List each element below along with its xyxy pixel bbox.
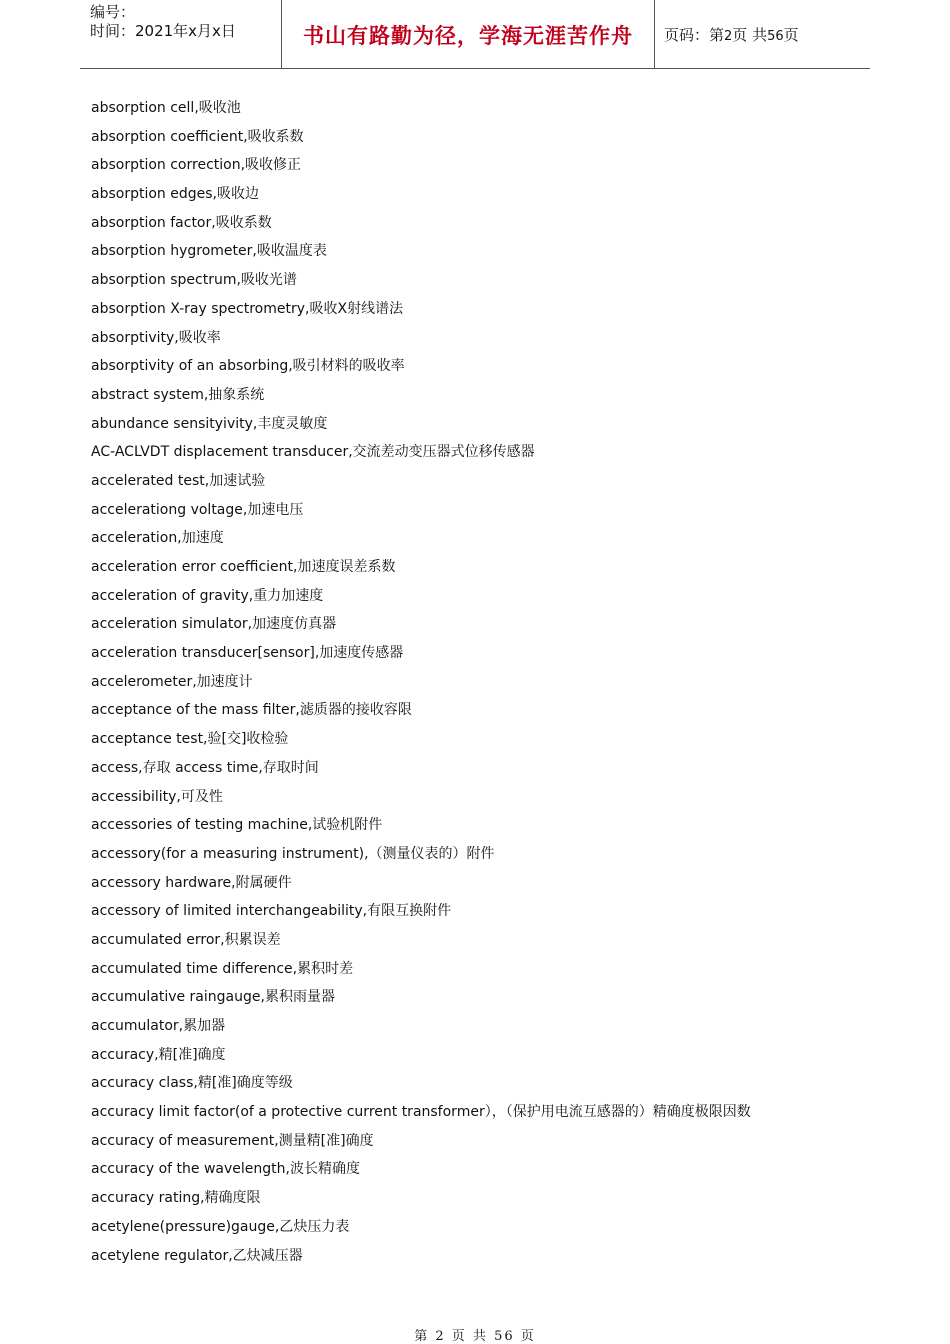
glossary-entry: accuracy of measurement,测量精[准]确度: [91, 1132, 374, 1149]
glossary-entry: abundance sensityivity,丰度灵敏度: [91, 415, 328, 432]
glossary-entry: acetylene(pressure)gauge,乙炔压力表: [91, 1218, 350, 1235]
glossary-entry: accumulated error,积累误差: [91, 931, 281, 948]
glossary-entry: accelerated test,加速试验: [91, 472, 266, 489]
footer-current: 2: [435, 1329, 446, 1344]
glossary-entry: accumulator,累加器: [91, 1018, 226, 1034]
document-number-label: 编号：: [90, 3, 136, 21]
glossary-entry: acceleration error coefficient,加速度误差系数: [91, 559, 396, 575]
glossary-entry: accelerationg voltage,加速电压: [91, 501, 304, 518]
glossary-entry: accessory of limited interchangeability,有限互换附件: [91, 903, 452, 920]
glossary-entry: acceleration simulator,加速度仿真器: [91, 616, 337, 633]
glossary-entry: accessories of testing machine,试验机附件: [91, 817, 383, 834]
header-divider: [654, 0, 655, 68]
glossary-entry: absorption edges,吸收边: [91, 186, 259, 203]
glossary-entry: accessibility,可及性: [91, 788, 223, 805]
glossary-entry: acceleration of gravity,重力加速度: [91, 587, 324, 604]
glossary-entry: accumulated time difference,累积时差: [91, 960, 354, 977]
page-label-mid: 页 共: [732, 26, 768, 44]
glossary-entry: accuracy of the wavelength,波长精确度: [91, 1161, 360, 1178]
header-motto: 书山有路勤为径，学海无涯苦作舟: [303, 23, 633, 48]
glossary-entry: AC-ACLVDT displacement transducer,交流差动变压器式位移传感器: [91, 444, 535, 461]
footer-suffix: 页: [520, 1329, 536, 1344]
glossary-list: [91, 94, 861, 1270]
document-time-label: 时间：2021年x月x日: [90, 22, 236, 40]
glossary-entry: acceleration,加速度: [91, 530, 224, 547]
glossary-entry: accuracy,精[准]确度: [91, 1046, 226, 1063]
glossary-entry: accuracy limit factor(of a protective current transformer），（保护用电流互感器的）精确度极限因数: [91, 1104, 751, 1121]
page-current: 2: [724, 29, 733, 44]
glossary-entry: access,存取 access time,存取时间: [91, 759, 319, 776]
glossary-entry: accelerometer,加速度计: [91, 673, 253, 690]
glossary-entry: acceleration transducer[sensor],加速度传感器: [91, 645, 404, 662]
glossary-entry: absorption coefficient,吸收系数: [91, 128, 304, 145]
header-meta: [90, 3, 280, 41]
glossary-entry: accessory(for a measuring instrument),（测量仪表的）附件: [91, 845, 495, 862]
page-footer: [0, 1325, 950, 1344]
page-label-suffix: 页: [783, 26, 799, 44]
glossary-entry: acceptance test,验[交]收检验: [91, 731, 289, 748]
glossary-entry: accessory hardware,附属硬件: [91, 874, 292, 891]
glossary-entry: absorption hygrometer,吸收温度表: [91, 243, 327, 260]
glossary-entry: absorption cell,吸收池: [91, 100, 241, 116]
glossary-entry: abstract system,抽象系统: [91, 386, 265, 403]
footer-mid: 页 共: [451, 1329, 488, 1344]
glossary-entry: absorptivity of an absorbing,吸引材料的吸收率: [91, 358, 405, 375]
header-page-number: [664, 24, 799, 45]
glossary-entry: acceptance of the mass filter,滤质器的接收容限: [91, 702, 412, 719]
page-total: 56: [767, 29, 784, 44]
glossary-entry: accuracy class,精[准]确度等级: [91, 1075, 293, 1092]
glossary-entry: accuracy rating,精确度限: [91, 1190, 261, 1207]
page-label-prefix: 页码：第: [664, 26, 725, 44]
footer-total: 56: [494, 1329, 515, 1344]
glossary-entry: absorption factor,吸收系数: [91, 214, 272, 231]
page-header: [80, 0, 870, 69]
glossary-entry: absorption correction,吸收修正: [91, 157, 302, 174]
glossary-entry: absorption X-ray spectrometry,吸收X射线谱法: [91, 300, 404, 317]
glossary-entry: acetylene regulator,乙炔减压器: [91, 1247, 303, 1264]
glossary-entry: absorption spectrum,吸收光谱: [91, 272, 297, 289]
glossary-entry: absorptivity,吸收率: [91, 329, 221, 346]
glossary-entry: accumulative raingauge,累积雨量器: [91, 989, 335, 1006]
footer-prefix: 第: [414, 1329, 430, 1344]
